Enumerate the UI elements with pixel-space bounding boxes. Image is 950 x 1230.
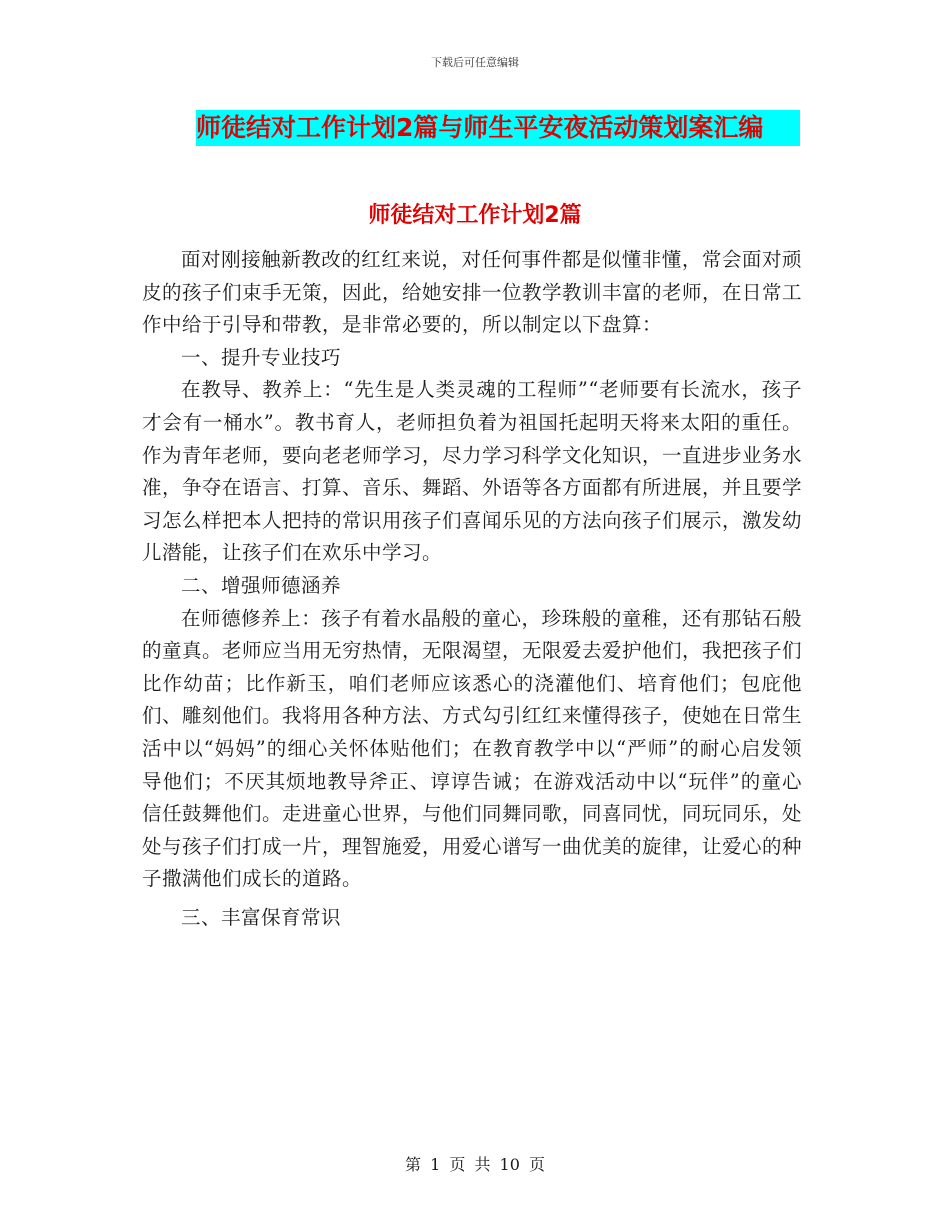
heading-3: 三、丰富保育常识 [181,905,342,929]
paragraph-1: 在教导、教养上：“先生是人类灵魂的工程师”“老师要有长流水，孩子才会有一桶水”。教书育人，老师担负着为祖国托起明天将来太阳的重任。作为青年老师，要向老老师学习，尽力学习科学文化知识，一直进步业务水准，争夺在语言、打算、音乐、舞蹈、外语等各方面都有所进展，并且要学习怎么样把本人把持的常识用孩子们喜闻乐见的方法向孩子们展示，激发幼儿潜能，让孩子们在欢乐中学习。 [142,378,803,565]
paragraph-2: 在师德修养上：孩子有着水晶般的童心，珍珠般的童稚，还有那钻石般的童真。老师应当用无穷热情，无限渴望，无限爱去爱护他们，我把孩子们比作幼苗；比作新玉，咱们老师应该悉心的浇灌他们、培育他们；包庇他们、雕刻他们。我将用各种方法、方式勾引红红来懂得孩子，使她在日常生活中以“妈妈”的细心关怀体贴他们；在教育教学中以“严师”的耐心启发领导他们；不厌其烦地教导斧正、谆谆告诫；在游戏活动中以“玩伴”的童心信任鼓舞他们。走进童心世界，与他们同舞同歌，同喜同忧，同玩同乐，处处与孩子们打成一片，理智施爱，用爱心谱写一曲优美的旋律，让爱心的种子撒满他们成长的道路。 [142,606,803,891]
paragraph-intro: 面对刚接触新教改的红红来说，对任何事件都是似懂非懂，常会面对顽皮的孩子们束手无策，因此，给她安排一位教学教训丰富的老师，在日常工作中给于引导和带教，是非常必要的，所以制定以下盘算： [142,248,803,337]
page-footer: 第 1 页 共 10 页 [405,1155,545,1174]
document-title: 师徒结对工作计划2篇与师生平安夜活动策划案汇编 [196,110,800,146]
section-title: 师徒结对工作计划2篇 [368,203,582,228]
heading-2: 二、增强师德涵养 [181,573,342,597]
heading-1: 一、提升专业技巧 [181,345,342,369]
header-note: 下载后可任意编辑 [431,56,519,69]
document-body [142,244,802,934]
